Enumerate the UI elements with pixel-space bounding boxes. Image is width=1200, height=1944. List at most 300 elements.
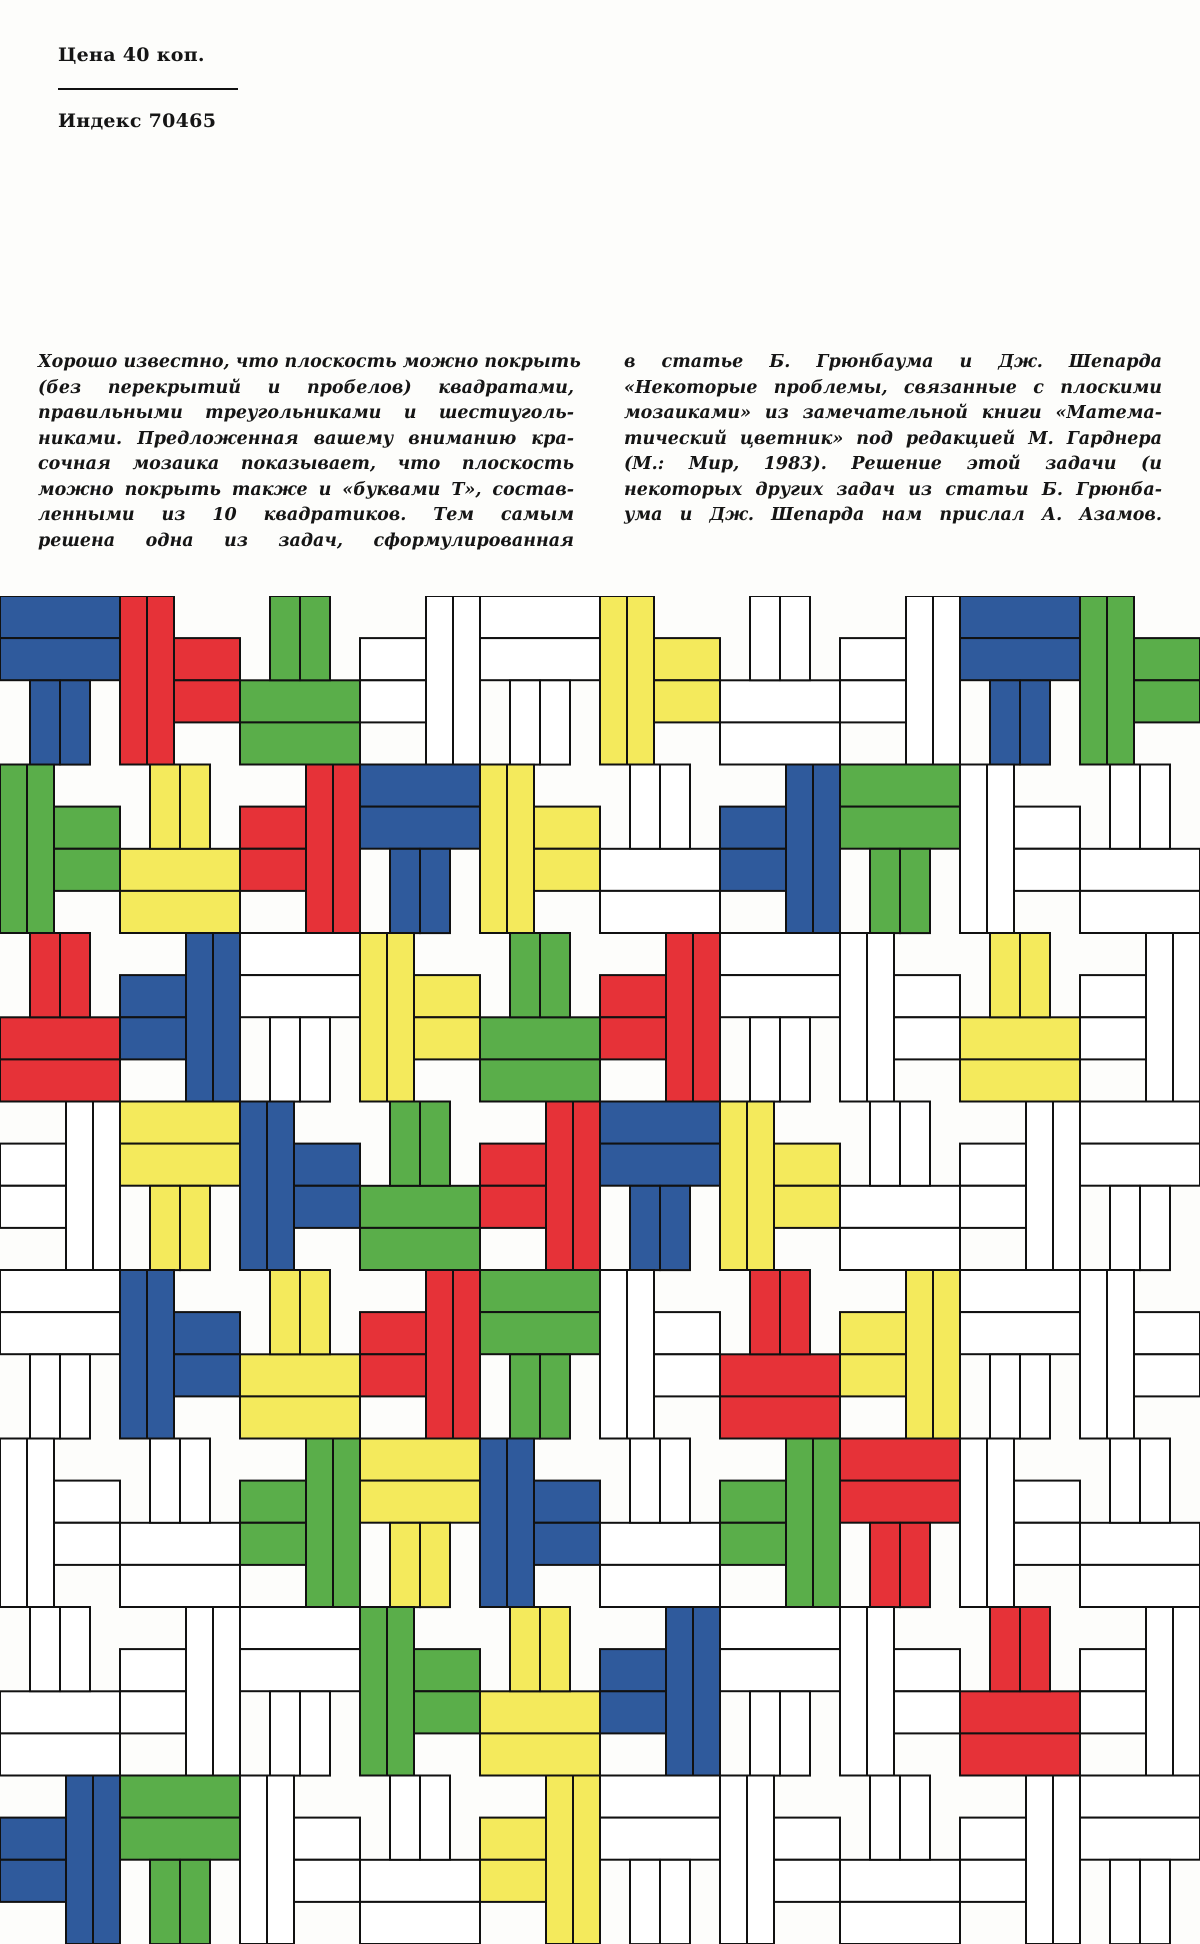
mosaic-tile-white [0,1439,27,1608]
mosaic-tile-white [960,1186,1026,1228]
mosaic-tile-white [390,1776,420,1860]
mosaic-tile-yellow [510,1607,540,1691]
mosaic-tile-yellow [420,1523,450,1607]
mosaic-tile-yellow [120,891,240,933]
mosaic-tile-green [813,1439,840,1608]
mosaic-tile-yellow [534,807,600,849]
mosaic-tile-white [360,638,426,680]
mosaic-tile-white [1053,1776,1080,1944]
mosaic-tile-white [294,1860,360,1902]
mosaic-tile-yellow [960,1017,1080,1059]
mosaic-tile-red [693,933,720,1102]
mosaic-tile-white [630,765,660,849]
mosaic-tile-blue [960,596,1080,638]
mosaic-tile-white [780,1017,810,1101]
mosaic-tile-white [894,1017,960,1059]
mosaic-tile-white [510,680,540,764]
mosaic-tile-white [900,1102,930,1186]
mosaic-tile-yellow [654,680,720,722]
mosaic-tile-white [1173,1607,1200,1776]
mosaic-tile-white [894,975,960,1017]
price-label: Цена 40 коп. [58,44,205,66]
mosaic-tile-white [1140,1439,1170,1523]
mosaic-tile-blue [213,933,240,1102]
mosaic-tile-white [1134,1354,1200,1396]
mosaic-tile-blue [600,1649,666,1691]
mosaic-tile-white [420,1776,450,1860]
text-line: ленными из 10 квадратиков. Тем самым [38,505,574,525]
mosaic-tile-green [240,722,360,764]
mosaic-tile-blue [990,680,1020,764]
mosaic-tile-white [30,1607,60,1691]
mosaic-tile-white [870,1102,900,1186]
text-line: в статье Б. Грюнбаума и Дж. Шепарда [624,352,1162,372]
mosaic-tile-white [780,596,810,680]
mosaic-tile-yellow [546,1776,573,1944]
mosaic-tile-yellow [240,1354,360,1396]
mosaic-tile-white [720,680,840,722]
mosaic-tile-green [1080,596,1107,765]
mosaic-tile-white [630,1439,660,1523]
mosaic-tile-white [750,1691,780,1775]
mosaic-tile-white [120,1649,186,1691]
mosaic-tile-yellow [150,1186,180,1270]
mosaic-tile-white [1140,765,1170,849]
mosaic-tile-white [600,1270,627,1439]
mosaic-tile-white [840,1902,960,1944]
mosaic-tile-yellow [387,933,414,1102]
text-line: (без перекрытий и пробелов) квадратами, [38,377,574,398]
mosaic-tile-white [987,1439,1014,1608]
mosaic-tile-white [654,1312,720,1354]
mosaic-tile-white [960,1818,1026,1860]
mosaic-tile-white [1014,849,1080,891]
mosaic-tile-white [840,1228,960,1270]
mosaic-tile-white [990,1354,1020,1438]
mosaic-tile-yellow [480,1860,546,1902]
mosaic-tile-white [1026,1776,1053,1944]
mosaic-tile-blue [186,933,213,1102]
mosaic-tile-white [630,1860,660,1944]
mosaic-tile-blue [786,765,813,934]
mosaic-tile-white [300,1691,330,1775]
mosaic-tile-white [120,1565,240,1607]
mosaic-tile-yellow [507,765,534,934]
mosaic-tile-blue [120,1017,186,1059]
mosaic-tile-yellow [654,638,720,680]
mosaic-tile-yellow [600,596,627,765]
mosaic-tile-white [120,1523,240,1565]
mosaic-tile-red [426,1270,453,1439]
mosaic-tile-blue [693,1607,720,1776]
mosaic-tile-blue [267,1102,294,1271]
mosaic-tile-blue [60,680,90,764]
mosaic-tile-white [1080,1017,1146,1059]
mosaic-tile-red [333,765,360,934]
mosaic-tile-white [870,1776,900,1860]
mosaic-tile-white [66,1102,93,1271]
mosaic-tile-white [1020,1354,1050,1438]
mosaic-tile-white [1140,1860,1170,1944]
mosaic-tile-green [480,1017,600,1059]
mosaic-tile-yellow [180,765,210,849]
mosaic-tile-white [180,1439,210,1523]
mosaic-tile-green [414,1649,480,1691]
mosaic-tile-white [1080,1270,1107,1439]
mosaic-tile-white [1110,1439,1140,1523]
mosaic-tile-blue [666,1607,693,1776]
mosaic-tile-yellow [300,1270,330,1354]
mosaic-tile-green [480,1312,600,1354]
mosaic-tile-white [1080,849,1200,891]
mosaic-tile-white [660,1860,690,1944]
mosaic-tile-white [360,1860,480,1902]
mosaic-tile-white [933,596,960,765]
mosaic-tile-blue [360,765,480,807]
mosaic-tile-white [1173,933,1200,1102]
mosaic-tile-green [240,1523,306,1565]
mosaic-tile-white [1014,1523,1080,1565]
mosaic-tile-yellow [150,765,180,849]
mosaic-tile-yellow [414,1017,480,1059]
mosaic-tile-white [1110,1186,1140,1270]
mosaic-tile-white [840,1607,867,1776]
mosaic-tile-red [900,1523,930,1607]
mosaic-tile-green [720,1481,786,1523]
text-line: мозаиками» из замечательной книги «Матема- [624,403,1162,423]
mosaic-tile-red [306,765,333,934]
mosaic-tile-yellow [906,1270,933,1439]
mosaic-tile-yellow [480,1691,600,1733]
mosaic-tile-blue [480,1439,507,1608]
mosaic-tile-white [720,1607,840,1649]
mosaic-tile-blue [360,807,480,849]
mosaic-tile-white [1080,975,1146,1017]
mosaic-tile-blue [174,1312,240,1354]
mosaic-tile-yellow [534,849,600,891]
mosaic-tile-red [780,1270,810,1354]
mosaic-tile-red [453,1270,480,1439]
mosaic-tile-white [1080,1144,1200,1186]
mosaic-tile-red [30,933,60,1017]
mosaic-tile-white [213,1607,240,1776]
mosaic-tile-blue [0,1818,66,1860]
mosaic-tile-green [1134,680,1200,722]
mosaic-tile-yellow [840,1354,906,1396]
mosaic-tile-white [774,1818,840,1860]
mosaic-tile-yellow [747,1102,774,1271]
mosaic-tile-white [894,1691,960,1733]
mosaic-tile-blue [0,596,120,638]
mosaic-tile-white [267,1776,294,1944]
mosaic-tile-white [660,765,690,849]
mosaic-tile-white [654,1354,720,1396]
mosaic-tile-blue [240,1102,267,1271]
mosaic-tile-white [1080,1565,1200,1607]
description-column-right [624,350,1162,529]
mosaic-tile-white [540,680,570,764]
mosaic-tile-white [240,1649,360,1691]
mosaic-tile-white [0,1312,120,1354]
mosaic-tile-white [600,891,720,933]
mosaic-tile-green [540,933,570,1017]
mosaic-tile-red [960,1733,1080,1775]
mosaic-tile-white [0,1691,120,1733]
mosaic-tile-white [1080,1523,1200,1565]
mosaic-tile-white [960,765,987,934]
mosaic-tile-blue [30,680,60,764]
mosaic-tile-green [333,1439,360,1608]
mosaic-tile-white [960,1439,987,1608]
mosaic-tile-red [720,1354,840,1396]
text-line: «Некоторые проблемы, связанные с плоскими [624,377,1162,398]
mosaic-tile-white [270,1691,300,1775]
mosaic-tile-white [186,1607,213,1776]
mosaic-tile-white [600,1776,720,1818]
mosaic-tile-green [480,1270,600,1312]
mosaic-tile-red [240,849,306,891]
mosaic-tile-red [573,1102,600,1271]
mosaic-tile-yellow [540,1607,570,1691]
mosaic-tile-blue [630,1186,660,1270]
mosaic-tile-green [240,680,360,722]
mosaic-tile-white [660,1439,690,1523]
mosaic-tile-red [1020,1607,1050,1691]
mosaic-tile-white [1146,1607,1173,1776]
text-line: Хорошо известно, что плоскость можно покрыть [38,352,581,372]
mosaic-tile-white [600,1818,720,1860]
mosaic-tile-white [240,975,360,1017]
mosaic-tile-green [1107,596,1134,765]
mosaic-tile-blue [174,1354,240,1396]
mosaic-tile-white [480,638,600,680]
text-line: можно покрыть также и «буквами Т», состав- [38,479,574,500]
mosaic-tile-yellow [270,1270,300,1354]
mosaic-tile-white [747,1776,774,1944]
text-line: тический цветник» под редакцией М. Гарднера [624,428,1162,449]
mosaic-tile-red [840,1439,960,1481]
mosaic-tile-green [510,933,540,1017]
mosaic-tile-white [894,1649,960,1691]
mosaic-tile-white [30,1354,60,1438]
mosaic-tile-green [720,1523,786,1565]
mosaic-tile-white [150,1439,180,1523]
mosaic-tile-white [1140,1186,1170,1270]
mosaic-tile-white [867,933,894,1102]
mosaic-tile-red [600,1017,666,1059]
mosaic-tile-white [987,765,1014,934]
mosaic-tile-blue [120,1270,147,1439]
mosaic-tile-green [786,1439,813,1608]
mosaic-tile-green [360,1607,387,1776]
mosaic-tile-yellow [990,933,1020,1017]
mosaic-tile-white [840,1860,960,1902]
mosaic-tile-blue [390,849,420,933]
mosaic-tile-green [840,807,960,849]
mosaic-tile-green [414,1691,480,1733]
mosaic-tile-white [840,933,867,1102]
mosaic-tile-white [120,1691,186,1733]
mosaic-tile-red [720,1396,840,1438]
mosaic-tile-yellow [960,1059,1080,1101]
mosaic-tile-yellow [480,1733,600,1775]
mosaic-tile-green [180,1860,210,1944]
mosaic-tile-green [360,1228,480,1270]
mosaic-tile-white [93,1102,120,1271]
mosaic-tile-white [1014,1481,1080,1523]
mosaic-tile-white [720,1776,747,1944]
mosaic-tile-white [1080,1649,1146,1691]
mosaic-tile-blue [93,1776,120,1944]
mosaic-tile-white [840,680,906,722]
mosaic-tile-white [1080,1691,1146,1733]
mosaic-tile-white [600,1523,720,1565]
mosaic-tile-yellow [360,1439,480,1481]
mosaic-tile-white [27,1439,54,1608]
mosaic-tile-green [120,1818,240,1860]
mosaic-tile-yellow [774,1144,840,1186]
mosaic-tile-green [870,849,900,933]
mosaic-tile-blue [420,849,450,933]
mosaic-tile-red [480,1144,546,1186]
text-line: некоторых других задач из статьи Б. Грюнба- [624,479,1162,500]
mosaic-tile-blue [534,1523,600,1565]
mosaic-tile-yellow [627,596,654,765]
description-column-left [38,350,581,554]
mosaic-tile-red [750,1270,780,1354]
mosaic-tile-white [867,1607,894,1776]
mosaic-tile-blue [120,975,186,1017]
mosaic-tile-green [540,1354,570,1438]
text-line: никами. Предложенная вашему вниманию кра- [38,428,574,449]
mosaic-tile-white [240,1776,267,1944]
mosaic-tile-red [174,638,240,680]
mosaic-tile-white [627,1270,654,1439]
mosaic-tile-white [600,849,720,891]
mosaic-tile-white [270,1017,300,1101]
mosaic-tile-green [54,849,120,891]
mosaic-tile-yellow [240,1396,360,1438]
mosaic-tile-white [780,1691,810,1775]
mosaic-tile-red [120,596,147,765]
mosaic-tile-blue [600,1691,666,1733]
mosaic-tile-white [960,1270,1080,1312]
mosaic-tile-white [240,1607,360,1649]
mosaic-tile-red [240,807,306,849]
mosaic-tile-white [720,933,840,975]
mosaic-tile-white [0,1186,66,1228]
mosaic-tile-white [1110,765,1140,849]
mosaic-tile-yellow [480,1818,546,1860]
text-line: ума и Дж. Шепарда нам прислал А. Азамов. [624,505,1162,525]
mosaic-tile-white [1146,933,1173,1102]
mosaic-tile-red [546,1102,573,1271]
mosaic-tile-green [360,1186,480,1228]
mosaic-tile-white [54,1481,120,1523]
mosaic-tile-blue [660,1186,690,1270]
mosaic-tile-white [900,1776,930,1860]
mosaic-tile-red [960,1691,1080,1733]
mosaic-tile-blue [600,1144,720,1186]
mosaic-tile-yellow [120,1102,240,1144]
mosaic-tile-white [720,722,840,764]
mosaic-tile-green [300,596,330,680]
mosaic-tile-green [240,1481,306,1523]
mosaic-tile-blue [294,1144,360,1186]
mosaic-tile-green [390,1102,420,1186]
mosaic-tile-yellow [720,1102,747,1271]
index-label: Индекс 70465 [58,110,217,132]
mosaic-tile-white [1014,807,1080,849]
mosaic-tile-white [1053,1102,1080,1271]
mosaic-tile-yellow [840,1312,906,1354]
mosaic-tile-green [510,1354,540,1438]
mosaic-tile-white [1080,891,1200,933]
mosaic-tile-white [360,680,426,722]
mosaic-tile-green [480,1059,600,1101]
mosaic-tile-blue [0,638,120,680]
mosaic-tile-red [360,1312,426,1354]
mosaic-tile-blue [600,1102,720,1144]
mosaic-tile-white [1026,1102,1053,1271]
mosaic-tile-yellow [120,849,240,891]
mosaic-tile-red [360,1354,426,1396]
mosaic-tile-blue [294,1186,360,1228]
price-block [58,44,240,132]
mosaic-tile-green [270,596,300,680]
mosaic-tile-white [1080,1102,1200,1144]
mosaic-tile-yellow [1020,933,1050,1017]
mosaic-tile-white [453,596,480,765]
mosaic-tile-white [60,1354,90,1438]
mosaic-tile-white [240,933,360,975]
mosaic-tile-white [600,1565,720,1607]
mosaic-tile-yellow [360,1481,480,1523]
mosaic-tile-red [0,1059,120,1101]
mosaic-tile-green [420,1102,450,1186]
mosaic-tile-red [840,1481,960,1523]
mosaic-tile-green [1134,638,1200,680]
mosaic-tile-yellow [573,1776,600,1944]
mosaic-tile-red [147,596,174,765]
text-line: (М.: Мир, 1983). Решение этой задачи (и [624,454,1162,474]
mosaic-tile-white [54,1523,120,1565]
mosaic-tile-white [0,1144,66,1186]
mosaic-tile-white [360,1902,480,1944]
mosaic-tile-green [120,1776,240,1818]
mosaic-tile-yellow [120,1144,240,1186]
mosaic-tile-white [1110,1860,1140,1944]
mosaic-tile-white [906,596,933,765]
text-line: правильными треугольниками и шестиуголь- [38,403,574,423]
mosaic-tile-white [60,1607,90,1691]
mosaic-tile-red [600,975,666,1017]
mosaic-tile-white [0,1270,120,1312]
mosaic-tile-yellow [480,765,507,934]
mosaic-tile-green [54,807,120,849]
text-line: сочная мозаика показывает, что плоскость [38,454,574,474]
mosaic-tile-red [480,1186,546,1228]
mosaic-tile-green [150,1860,180,1944]
mosaic-tile-red [666,933,693,1102]
mosaic-tile-blue [720,807,786,849]
mosaic-tile-blue [66,1776,93,1944]
mosaic-tile-red [990,1607,1020,1691]
mosaic-tile-green [387,1607,414,1776]
mosaic-tile-yellow [774,1186,840,1228]
mosaic-tile-yellow [933,1270,960,1439]
mosaic-tile-red [870,1523,900,1607]
